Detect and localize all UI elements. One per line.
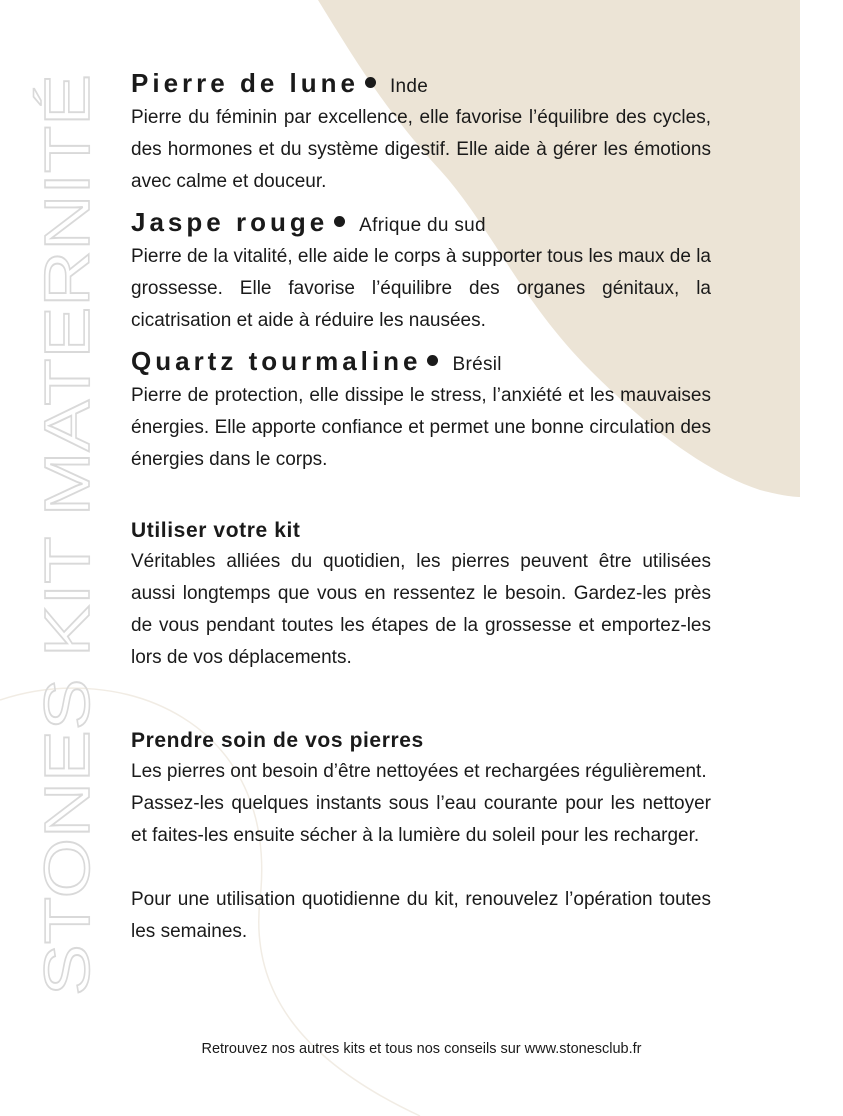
stone-description: Pierre du féminin par excellence, elle favorise l’équilibre des cycles, des hormones et du système digestif. Elle aide à gérer les émotions avec calme et douceur. [131,107,711,192]
stone-origin: Brésil [452,354,502,375]
bullet-dot [365,77,376,88]
bullet-dot [427,355,438,366]
stone-origin: Afrique du sud [359,215,486,236]
section-title: Utiliser votre kit [131,519,301,542]
stone-origin: Inde [389,76,429,97]
stone-description: Pierre de protection, elle dissipe le stress, l’anxiété et les mauvaises énergies. Elle apporte confiance et permet une bonne circulation des énergies dans le corps. [131,385,711,470]
stone-name: Pierre de lune [131,68,359,98]
bullet-dot [334,216,345,227]
side-title [31,74,104,996]
section-text: Véritables alliées du quotidien, les pierres peuvent être utilisées aussi longtemps que vous en ressentez le besoin. Gardez-les près de vous pendant toutes les étapes de la grossesse et emportez-les lors de vos déplacements. [131,551,711,668]
stone-name: Jaspe rouge [131,207,329,237]
stone-red-jasper [131,207,711,337]
section-text-2: Passez-les quelques instants sous l’eau courante pour les nettoyer et faites-les ensuite sécher à la lumière du soleil pour les recharger. [131,793,711,846]
section-title: Prendre soin de vos pierres [131,729,424,752]
stone-moonstone [131,68,711,198]
footer-text: Retrouvez nos autres kits et tous nos conseils sur www.stonesclub.fr [201,1041,642,1057]
care-section [131,726,711,948]
stone-tourmalinated-quartz [131,346,711,476]
section-text-3: Pour une utilisation quotidienne du kit, renouvelez l’opération toutes les semaines. [131,889,711,942]
stone-heading [131,68,711,102]
use-kit-section [131,516,711,674]
side-title-text: STONES KIT MATERNITÉ [31,235,103,996]
stone-name: Quartz tourmaline [131,346,422,376]
stone-heading [131,346,711,380]
stone-description: Pierre de la vitalité, elle aide le corps à supporter tous les maux de la grossesse. Elle favorise l’équilibre des organes génitaux, la cicatrisation et aide à réduire les nausées. [131,246,711,331]
stone-heading [131,207,711,241]
section-text-1: Les pierres ont besoin d’être nettoyées et rechargées régulièrement. [131,761,707,782]
